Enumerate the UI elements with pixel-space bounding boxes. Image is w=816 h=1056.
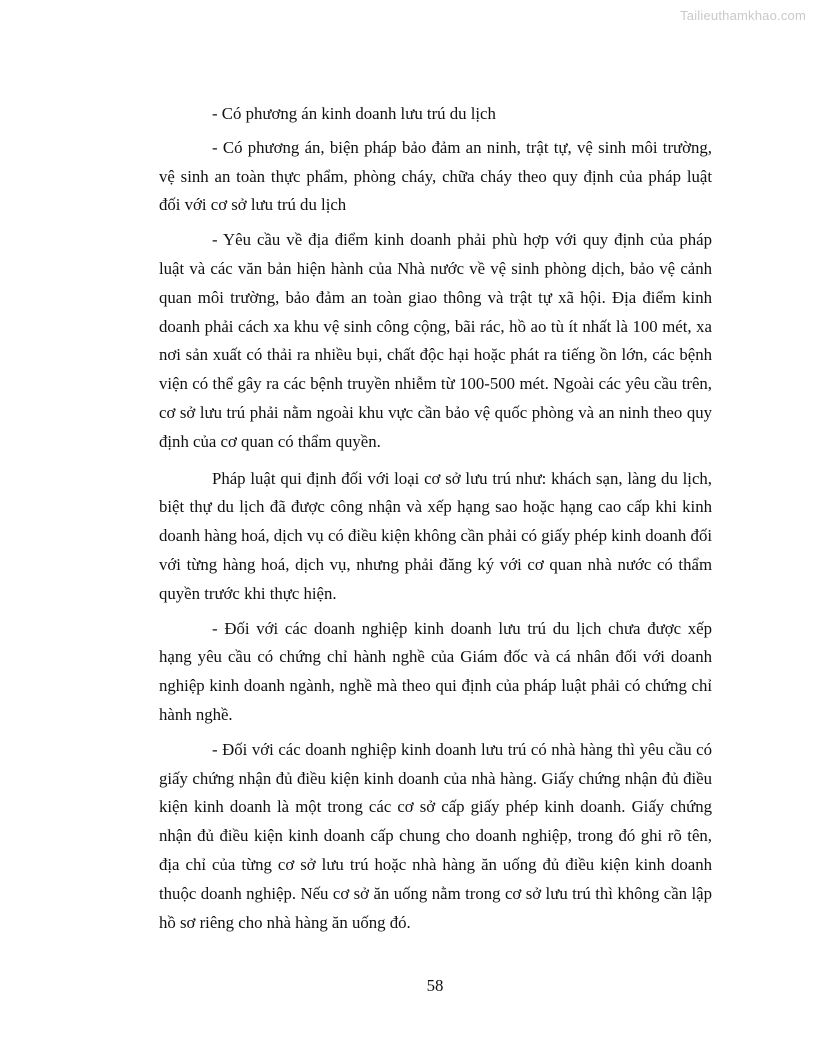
paragraph-6: - Đối với các doanh nghiệp kinh doanh lưu trú có nhà hàng thì yêu cầu có giấy chứng nhận đủ điều kiện kinh doanh của nhà hàng. Giấy chứng nhận đủ điều kiện kinh doanh là một trong các cơ sở cấp giấy phép kinh doanh. Giấy chứng nhận đủ điều kiện kinh doanh cấp chung cho doanh nghiệp, trong đó ghi rõ tên, địa chỉ của từng cơ sở lưu trú hoặc nhà hàng ăn uống đủ điều kiện kinh doanh thuộc doanh nghiệp. Nếu cơ sở ăn uống nằm trong cơ sở lưu trú thì không cần lập hồ sơ riêng cho nhà hàng ăn uống đó. <box>159 739 712 932</box>
paragraph-2: - Có phương án, biện pháp bảo đảm an ninh, trật tự, vệ sinh môi trường, vệ sinh an toàn thực phẩm, phòng cháy, chữa cháy theo quy định của pháp luật đối với cơ sở lưu trú du lịch <box>159 137 712 215</box>
paragraph-4: Pháp luật qui định đối với loại cơ sở lưu trú như: khách sạn, làng du lịch, biệt thự du lịch đã được công nhận và xếp hạng sao hoặc hạng cao cấp khi kinh doanh hàng hoá, dịch vụ có điều kiện không cần phải có giấy phép kinh doanh đối với từng hàng hoá, dịch vụ, nhưng phải đăng ký với cơ quan nhà nước có thẩm quyền trước khi thực hiện. <box>159 468 712 603</box>
paragraph-3: - Yêu cầu về địa điểm kinh doanh phải phù hợp với quy định của pháp luật và các văn bản hiện hành của Nhà nước về vệ sinh phòng dịch, bảo vệ cảnh quan môi trường, bảo đảm an toàn giao thông và trật tự xã hội. Địa điểm kinh doanh phải cách xa khu vệ sinh công cộng, bãi rác, hồ ao tù ít nhất là 100 mét, xa nơi sản xuất có thải ra nhiều bụi, chất độc hại hoặc phát ra tiếng ồn lớn, các bệnh viện có thể gây ra các bệnh truyền nhiễm từ 100-500 mét. Ngoài các yêu cầu trên, cơ sở lưu trú phải nằm ngoài khu vực cần bảo vệ quốc phòng và an ninh theo quy định của cơ quan có thẩm quyền. <box>159 230 712 451</box>
paragraph-5: - Đối với các doanh nghiệp kinh doanh lưu trú du lịch chưa được xếp hạng yêu cầu có chứng chỉ hành nghề của Giám đốc và cá nhân đối với doanh nghiệp kinh doanh ngành, nghề mà theo qui định của pháp luật phải có chứng chỉ hành nghề. <box>159 618 712 724</box>
paragraph-1: - Có phương án kinh doanh lưu trú du lịch <box>212 104 496 123</box>
document-body <box>159 100 712 937</box>
watermark-text: Tailieuthamkhao.com <box>680 8 806 23</box>
page-number: 58 <box>426 976 444 995</box>
